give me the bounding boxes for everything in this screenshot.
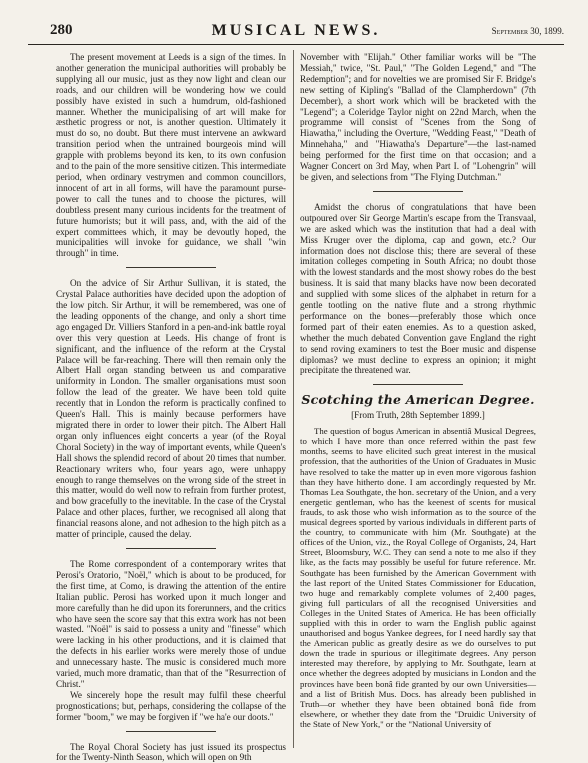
paragraph-royal-choral: The Royal Choral Society has just issued its prospectus for the Twenty-Ninth Season, which will open on 9th — [56, 741, 286, 763]
paragraph-crystal-palace: On the advice of Sir Arthur Sullivan, it is stated, the Crystal Palace authorities have decided upon the adoption of the low pitch. Sir Arthur, it will be remembered, was one of the leading opponents of the change, and only a short time ago engaged Dr. Villiers Stanford in a pen-and-ink battle royal over this very question at Leeds. His change of front is significant, and the influence of the reform at the Crystal Palace will be far-reaching. There will then remain only the Albert Hall organ standing between us and comparative uniformity in London. The smaller organisations must soon follow the lead of the greater. We have been told quite recently that in London the reform is practically confined to Queen's Hall. This is mainly because performers have migrated there in order to lower their pitch. The Albert Hall organ only influences eight concerts a year (of the Royal Choral Society) in the way of important events, while Queen's Hall shows the splendid record of about 20 times that number. Reactionary writers who, four years ago, were unhappy enough to range themselves on the wrong side of the street in this matter, would do well now to refrain from further protest, and bow gracefully to the inevitable. In the case of the Crystal Palace and other places, further, we recognised all along that financial reasons alone, and not adhesion to the high pitch as a matter of principle, caused the delay. — [56, 278, 286, 540]
page-date: September 30, 1899. — [491, 26, 564, 36]
paragraph-boom: We sincerely hope the result may fulfil these cheerful prognostications; but, perhaps, considering the collapse of the former "boom," we may be forgiven if "we ha'e our doots." — [56, 689, 286, 722]
page-header — [28, 22, 564, 45]
paragraph-leeds: The present movement at Leeds is a sign of the times. In another generation the municipal authorities will probably be supplying all our music, just as they now light and clean our roads, and our children will be wondering how we could possibly have existed in such a humdrum, old-fashioned manner. Whether the municipalising of art will make for æsthetic progress or not, is another question. Ultimately it must do so, no doubt. But there must intervene an awkward transition period when the untrained bourgeois mind will grapple with problems beyond its ken, to its own confusion and to the pain of the more sensitive citizen. This intermediate period, when ordinary vestrymen and common councillors, innocent of art in all forms, will have the paramount purse-power to call the tunes and to choose the pictures, will doubtless present many curious incidents for the treatment of future humorists; but it will pass, and, with the aid of the expert committees which, it may be devoutly hoped, the municipalities will invoke for guidance, we shall "win through" in time. — [56, 52, 286, 259]
column-rule — [293, 50, 294, 748]
section-divider — [126, 548, 216, 549]
section-divider — [373, 384, 463, 385]
section-divider — [373, 191, 463, 192]
page-number: 280 — [50, 22, 73, 38]
section-divider — [126, 267, 216, 268]
right-column — [300, 52, 536, 748]
article-body: The question of bogus American in absentiâ Musical Degrees, to which I have more than once referred within the past few months, seems to have elicited such great interest in the musical profession, that the authorities of the Union of Graduates in Music have resolved to take the matter up in even more vigorous fashion than they have hitherto done. I am accordingly requested by Mr. Thomas Lea Southgate, the hon. secretary of the Union, and a very energetic gentleman, who has the keenest of scents for musical frauds, to ask those who wish information as to the source of the musical degrees sported by various individuals in different parts of the country, to communicate with him (Mr. Southgate) at the offices of the Union, viz., the Royal College of Organists, 24, Hart Street, Bloomsbury, W.C. They can send a note to me also if they like, as the facts may possibly be useful for future reference. Mr. Southgate has been furnished by the American Government with the last report of the United States Commissioner for Education, two huge and remarkably complete volumes of 2,400 pages, giving full particulars of all the recognised Universities and Colleges in the United States of America. He has been officially supplied with this in order to warn the English public against unauthorised and bogus Yankee degrees, for I need hardly say that the American public as greatly desire as we do ourselves to put down the trade in spurious or illegitimate degrees. Any person interested may therefore, by applying to Mr. Southgate, learn at once whether the degrees adopted by musicians in London and the provinces have been bonâ fide granted by our own Universities—and a list of British Mus. Docs. has already been published in Truth—or whether they have been obtained bonâ fide from elsewhere, or whether they date from the "Druidic University of the State of New York," or the "National University of — [300, 426, 536, 729]
article-heading: Scotching the American Degree. — [301, 392, 535, 408]
paragraph-perosi: The Rome correspondent of a contemporary writes that Perosi's Oratorio, "Noël," which is about to be produced, for the first time, at Como, is drawing the attention of the entire Italian public. Perosi has worked upon it much longer and more carefully than he did upon its forerunners, and the critics who have seen the score say that this extra work has not been wasted. "Noël" is said to possess a unity and "finesse" which were lacking in his other productions, and it is claimed that the defects in his earlier works were merely those of undue and unnecessary haste. The music is considered much more varied, much more dramatic, than that of the "Resurrection of Christ." — [56, 558, 286, 689]
paragraph-prospectus-cont: November with "Elijah." Other familiar works will be "The Messiah," twice, "St. Paul," "The Golden Legend," and "The Redemption"; and for novelties we are promised Sir F. Bridge's new setting of Kipling's "Ballad of the Clampherdown" (7th December), a short work which will be bracketed with the "Legend"; a Coleridge Taylor night on 22nd March, when the programme will consist of "Scenes from the Song of Hiawatha," including the Overture, "Wedding Feast," "Death of Minnehaha," and "Hiawatha's Departure"—the last-named being performed for the first time on that occasion; and a Wagner Concert on 3rd May, when Part I. of "Lohengrin" will be given, and selections from "The Flying Dutchman." — [300, 52, 536, 182]
section-divider — [126, 731, 216, 732]
article-source: [From Truth, 28th September 1899.] — [351, 410, 485, 421]
page-title: MUSICAL NEWS. — [211, 22, 381, 39]
left-column — [56, 52, 286, 763]
paragraph-transvaal: Amidst the chorus of congratulations that have been outpoured over Sir George Martin's escape from the Transvaal, we are asked which was the institution that had a deal with Miss Kruger over the diploma, cap and gown, etc.? Our information does not disclose this; there are several of these imitation colleges competing in South Africa; no doubt those with the lowest standards and the most showy robes do the best business. It is said that many blacks have now been decorated and supplied with some slices of the alphabet in return for a gentle tootling on the native flute and a strong rhythmic performance on the bones—preferably those which once formed part of their eaten enemies. As to a question asked, whether the much debated Convention gave England the right to send roving examiners to test the Boer music and dispense diplomas? we must decline to express an opinion; it might precipitate the threatened war. — [300, 201, 536, 376]
